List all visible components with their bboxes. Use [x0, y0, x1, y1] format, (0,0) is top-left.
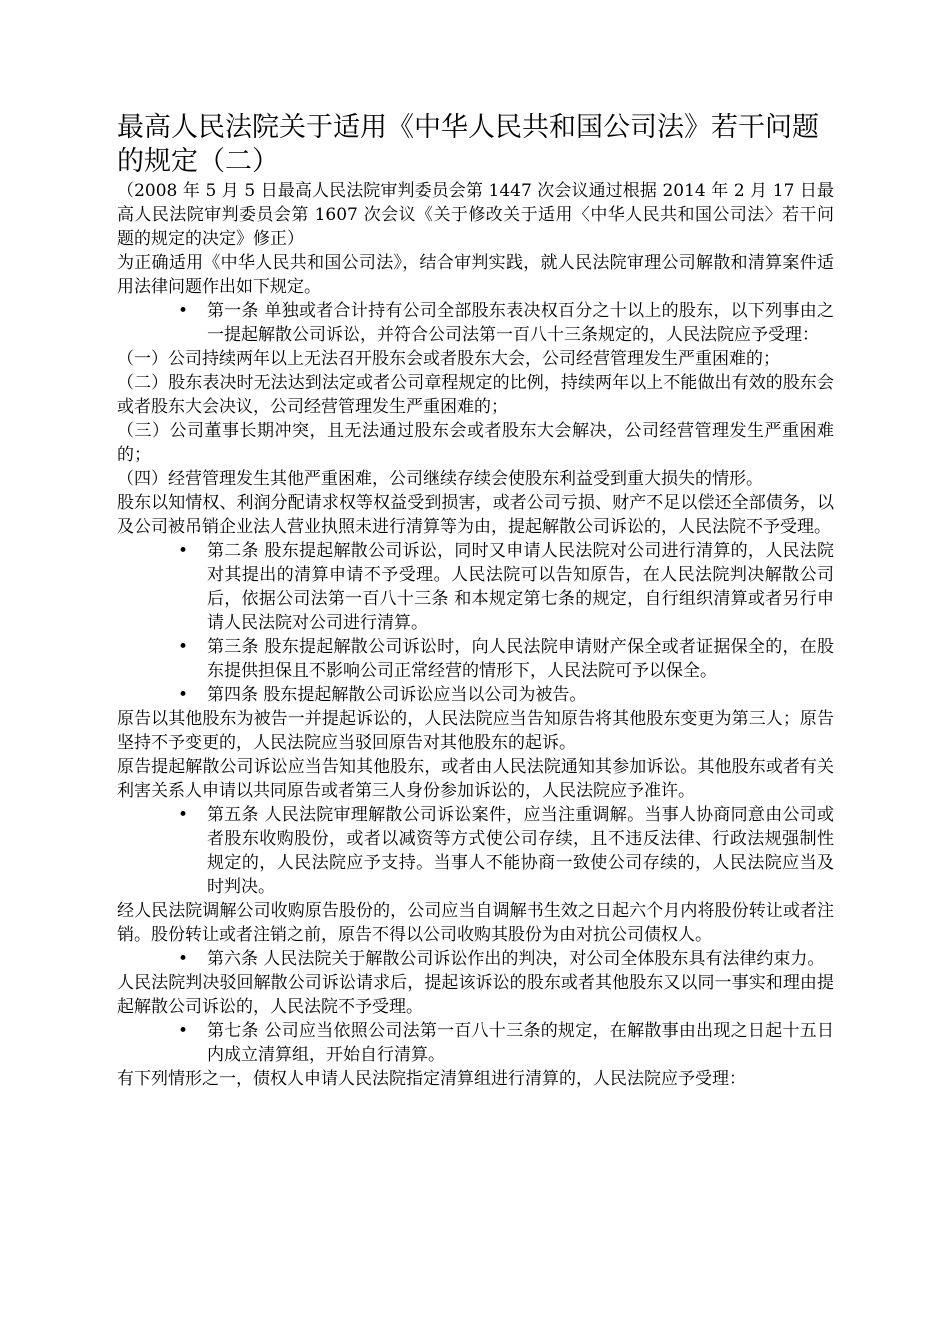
bullet-text: 第二条 股东提起解散公司诉讼，同时又申请人民法院对公司进行清算的，人民法院对其提出的清算申请不予受理。人民法院可以告知原告，在人民法院判决解散公司后，依据公司法第一百八十三条 和本规定第七条的规定，自行组织清算或者另行申请人民法院对公司进行清算。: [207, 541, 834, 633]
bullet-item: [177, 803, 834, 899]
bullet-icon: •: [177, 637, 189, 657]
bullet-text: 第四条 股东提起解散公司诉讼应当以公司为被告。: [207, 685, 587, 705]
bullet-text: 第七条 公司应当依照公司法第一百八十三条的规定，在解散事由出现之日起十五日内成立清算组，开始自行清算。: [207, 1021, 834, 1065]
paragraph: （四）经营管理发生其他严重困难，公司继续存续会使股东利益受到重大损失的情形。: [117, 469, 763, 489]
paragraph: 人民法院判决驳回解散公司诉讼请求后，提起该诉讼的股东或者其他股东又以同一事实和理由提起解散公司诉讼的，人民法院不予受理。: [117, 973, 834, 1017]
bullet-icon: •: [177, 301, 189, 321]
bullet-text: 第六条 人民法院关于解散公司诉讼作出的判决，对公司全体股东具有法律约束力。: [207, 949, 825, 969]
paragraph: （二）股东表决时无法达到法定或者公司章程规定的比例，持续两年以上不能做出有效的股东会或者股东大会决议，公司经营管理发生严重困难的；: [117, 373, 834, 417]
bullet-text: 第五条 人民法院审理解散公司诉讼案件，应当注重调解。当事人协商同意由公司或者股东收购股份，或者以减资等方式使公司存续，且不违反法律、行政法规强制性规定的，人民法院应予支持。当事人不能协商一致使公司存续的，人民法院应当及时判决。: [207, 805, 834, 897]
paragraph: 股东以知情权、利润分配请求权等权益受到损害，或者公司亏损、财产不足以偿还全部债务，以及公司被吊销企业法人营业执照未进行清算等为由，提起解散公司诉讼的，人民法院不予受理。: [117, 493, 834, 537]
paragraph: （一）公司持续两年以上无法召开股东会或者股东大会，公司经营管理发生严重困难的；: [117, 349, 780, 369]
paragraph: （三）公司董事长期冲突，且无法通过股东会或者股东大会解决，公司经营管理发生严重困难的；: [117, 421, 834, 465]
document-body: [117, 251, 834, 1091]
paragraph: 原告以其他股东为被告一并提起诉讼的，人民法院应当告知原告将其他股东变更为第三人；原告坚持不予变更的，人民法院应当驳回原告对其他股东的起诉。: [117, 709, 834, 753]
paragraph: 有下列情形之一，债权人申请人民法院指定清算组进行清算的，人民法院应予受理：: [117, 1069, 746, 1089]
document-title: 最高人民法院关于适用《中华人民共和国公司法》若干问题的规定（二）: [117, 112, 819, 177]
paragraph: 为正确适用《中华人民共和国公司法》，结合审判实践，就人民法院审理公司解散和清算案件适用法律问题作出如下规定。: [117, 253, 834, 297]
bullet-text: 第三条 股东提起解散公司诉讼时，向人民法院申请财产保全或者证据保全的，在股东提供担保且不影响公司正常经营的情形下，人民法院可予以保全。: [207, 637, 834, 681]
bullet-icon: •: [177, 805, 189, 825]
bullet-item: [177, 635, 834, 683]
paragraph: 经人民法院调解公司收购原告股份的，公司应当自调解书生效之日起六个月内将股份转让或者注销。股份转让或者注销之前，原告不得以公司收购其股份为由对抗公司债权人。: [117, 901, 834, 945]
bullet-icon: •: [177, 685, 189, 705]
bullet-item: [177, 683, 834, 707]
document-subtitle: （2008 年 5 月 5 日最高人民法院审判委员会第 1447 次会议通过根据 2014 年 2 月 17 日最高人民法院审判委员会第 1607 次会议《关于修改关于适用〈中华人民共和国公司法〉若干问题的规定的决定》修正）: [117, 181, 834, 249]
bullet-item: [177, 1019, 834, 1067]
bullet-item: [177, 539, 834, 635]
bullet-item: [177, 299, 834, 347]
bullet-icon: •: [177, 541, 189, 561]
bullet-item: [177, 947, 834, 971]
bullet-icon: •: [177, 1021, 189, 1041]
bullet-icon: •: [177, 949, 189, 969]
paragraph: 原告提起解散公司诉讼应当告知其他股东，或者由人民法院通知其参加诉讼。其他股东或者有关利害关系人申请以共同原告或者第三人身份参加诉讼的，人民法院应予准许。: [117, 757, 834, 801]
bullet-text: 第一条 单独或者合计持有公司全部股东表决权百分之十以上的股东，以下列事由之一提起解散公司诉讼，并符合公司法第一百八十三条规定的，人民法院应予受理：: [207, 301, 834, 345]
